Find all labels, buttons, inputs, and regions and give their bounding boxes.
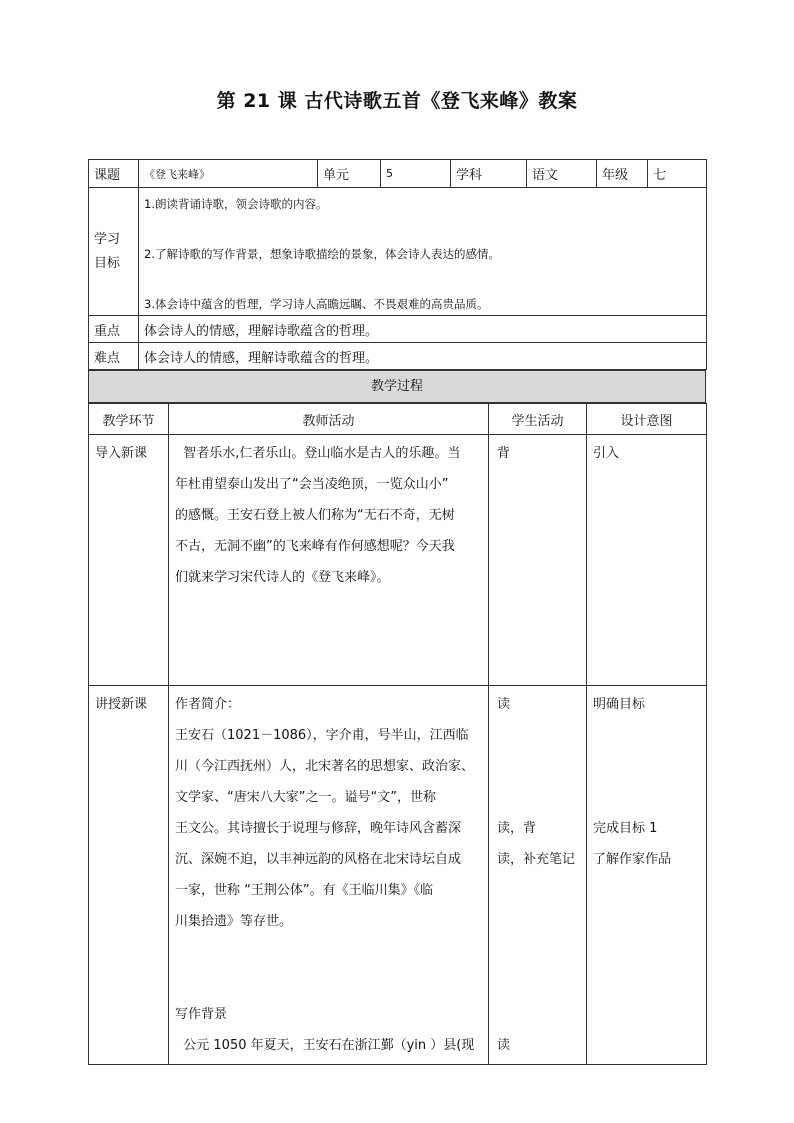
student-activity-text: 读 [497,697,511,712]
background-text: 公元 1050 年夏天，王安石在浙江鄞（yin ）县(现 [175,1038,475,1053]
column-header: 设计意图 [587,404,707,435]
stage-label: 讲授新课 [95,697,148,712]
objectives-row [89,188,707,316]
student-activity-text: 背 [497,446,511,461]
difficulty-text: 体会诗人的情感，理解诗歌蕴含的哲理。 [139,343,707,370]
text-line: 年杜甫望泰山发出了“会当凌绝顶，一览众山小” [175,477,449,492]
text-line: 川（今江西抚州）人，北宋著名的思想家、政治家、 [175,759,475,774]
objectives-list [139,188,707,316]
key-point-text: 体会诗人的情感，理解诗歌蕴含的哲理。 [139,316,707,343]
difficulty-label: 难点 [89,343,139,370]
text-line: 川集拾遗》等存世。 [175,914,293,929]
text-line: 王文公。其诗擅长于说理与修辞，晚年诗风含蓄深 [175,821,462,836]
design-intent-text: 引入 [593,446,620,461]
lecture-design-intent [587,686,707,1065]
text-line: 智者乐水,仁者乐山。登山临水是古人的乐趣。当 [175,446,461,461]
student-activity-text: 读 [497,1038,511,1053]
subject-value: 语文 [527,160,597,188]
objective-item: 1.朗读背诵诗歌，领会诗歌的内容。 [144,197,328,211]
objectives-label-line: 目标 [94,255,121,271]
objective-item: 2.了解诗歌的写作背景，想象诗歌描绘的景象，体会诗人表达的感情。 [144,247,500,261]
text-line: 们就来学习宋代诗人的《登飞来峰》。 [175,570,390,585]
student-activity-text: 读，背 [497,821,537,836]
topic-value: 《登飞来峰》 [139,160,318,188]
text-line: 作者简介： [175,697,241,712]
key-point-label: 重点 [89,316,139,343]
intro-design-intent [587,435,707,686]
process-header: 教学过程 [88,370,706,403]
unit-label: 单元 [318,160,381,188]
intro-teacher-activity [169,435,489,686]
process-table [88,403,707,1065]
column-header-row [89,404,707,435]
info-row [89,160,707,188]
grade-value: 七 [648,160,707,188]
design-intent-text: 完成目标 1 [593,821,658,836]
text-line: 文学家、“唐宋八大家”之一。谥号“文”，世称 [175,790,436,805]
lecture-row [89,686,707,1065]
topic-label: 课题 [89,160,139,188]
grade-label: 年级 [597,160,648,188]
student-activity-text: 读，补充笔记 [497,852,576,867]
design-intent-text: 了解作家作品 [593,852,672,867]
column-header: 教师活动 [169,404,489,435]
difficulty-row [89,343,707,370]
lecture-student-activity [489,686,587,1065]
background-title: 写作背景 [175,1007,228,1022]
objective-item: 3.体会诗中蕴含的哲理，学习诗人高瞻远瞩、不畏艰难的高贵品质。 [144,297,489,311]
text-line: 王安石（1021－1086），字介甫，号半山，江西临 [175,728,469,743]
subject-label: 学科 [451,160,527,188]
column-header: 学生活动 [489,404,587,435]
text-line: 不古，无洞不幽”的飞来峰有作何感想呢？今天我 [175,539,455,554]
column-header: 教学环节 [89,404,169,435]
text-line: 一家，世称 “王荆公体”。有《王临川集》《临 [175,883,434,898]
text-line: 的感慨。王安石登上被人们称为“无石不奇，无树 [175,508,455,523]
page-title: 第 21 课 古代诗歌五首《登飞来峰》教案 [216,90,578,112]
intro-row [89,435,707,686]
lecture-teacher-activity [169,686,489,1065]
lecture-stage [89,686,169,1065]
intro-student-activity [489,435,587,686]
unit-value: 5 [381,160,451,188]
design-intent-text: 明确目标 [593,697,646,712]
intro-stage [89,435,169,686]
lesson-info-table [88,159,707,370]
key-point-row [89,316,707,343]
text-line: 沉、深婉不迫，以丰神远韵的风格在北宋诗坛自成 [175,852,462,867]
objectives-label [89,188,139,316]
stage-label: 导入新课 [95,446,148,461]
objectives-label-line: 学习 [94,231,121,247]
